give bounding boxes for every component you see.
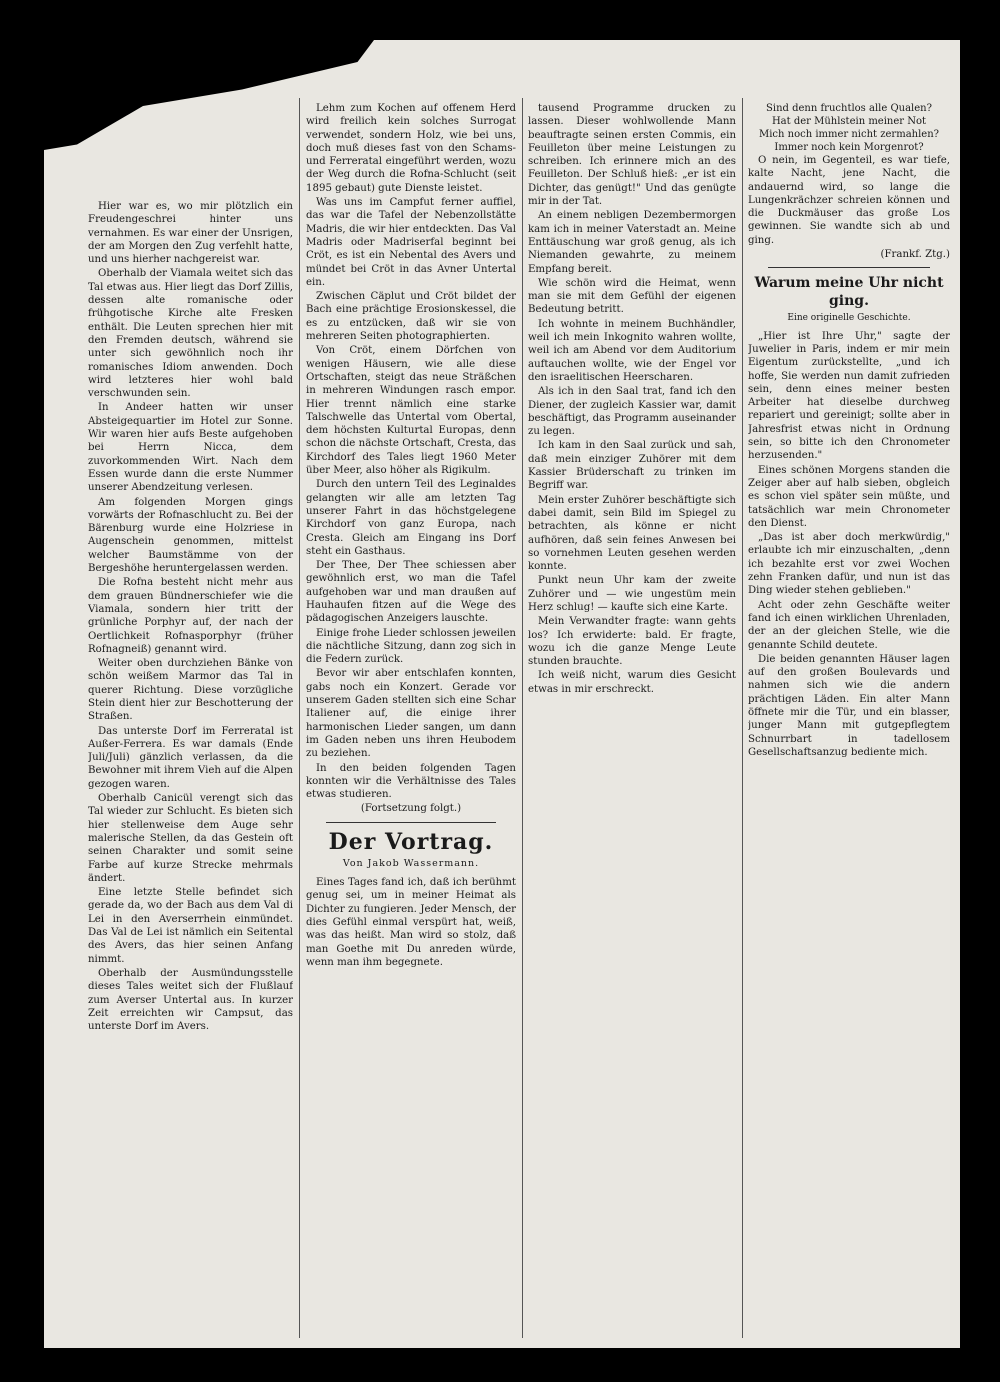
paragraph: In Andeer hatten wir unser Absteigequartier im Hotel zur Sonne. Wir waren hier aufs Beste aufgehoben bei Herrn Nicca, dem zuvorkommenden Wirt. Nach dem Essen wurde dann die erste Nummer unserer Abendzeitung verlesen.: [88, 402, 293, 494]
paragraph: Was uns im Campfut ferner auffiel, das war die Tafel der Nebenzollstätte Madris, die wir hier entdeckten. Das Val Madris oder Madriserfal beginnt bei Cröt, es ist ein Nebental des Avers und mündet bei Cröt in das Avner Untertal ein.: [306, 197, 516, 288]
separator: [326, 822, 496, 823]
poem-line: Immer noch kein Morgenrot?: [774, 142, 924, 153]
paragraph: Die Rofna besteht nicht mehr aus dem grauen Bündnerschiefer wie die Viamala, sondern hier tritt der grünliche Porphyr auf, der nach der Oertlichkeit Rofnasporphyr (früher Rofnagneiß) genannt wird.: [88, 577, 293, 655]
paragraph: Einige frohe Lieder schlossen jeweilen die nächtliche Sitzung, dann zog sich in die Federn zurück.: [306, 627, 516, 666]
paragraph: Oberhalb der Ausmündungsstelle dieses Tales weitet sich der Flußlauf zum Averser Untertal aus. In kurzer Zeit erreichten wir Campsut, das unterste Dorf im Avers.: [88, 967, 293, 1033]
paragraph: Die beiden genannten Häuser lagen auf den großen Boulevards und nahmen sich wie die andern prächtigen Läden. Ein alter Mann öffnete mir die Tür, und ein blasser, junger Mann mit gutgepflegtem Schnurrbart in tadellosem Gesellschaftsanzug bediente mich.: [748, 653, 950, 758]
paragraph: Ich weiß nicht, warum dies Gesicht etwas in mir erschreckt.: [528, 670, 736, 695]
paragraph: Mein Verwandter fragte: wann gehts los? Ich erwiderte: bald. Er fragte, wozu ich die ganze Menge Leute stunden brauchte.: [528, 616, 736, 668]
continued-note: (Fortsetzung folgt.): [360, 803, 462, 815]
paragraph: Lehm zum Kochen auf offenem Herd wird freilich kein solches Surrogat verwendet, sondern Holz, wie bei uns, doch muß dieses fast von den Schams- und Ferreratal eingeführt werden, wozu der Weg durch die Rofna-Schlucht (seit 1895 gebaut) gute Dienste leistet.: [306, 103, 516, 194]
paragraph: Weiter oben durchziehen Bänke von schön weißem Marmor das Tal in querer Richtung. Diese vorzügliche Stein dient hier zur Beschotterung der Straßen.: [88, 658, 293, 723]
column-rule: [742, 98, 743, 1338]
paragraph: Eines Tages fand ich, daß ich berühmt genug sei, um in meiner Heimat als Dichter zu fungieren. Jeder Mensch, der dies Gefühl einmal verspürt hat, weiß, was das heißt. Man wird so stolz, daß man Goethe mit Du anreden würde, wenn man ihm begegnete.: [306, 877, 516, 968]
newspaper-page: [44, 40, 960, 1348]
paragraph: Ich wohnte in meinem Buchhändler, weil ich mein Inkognito wahren wollte, weil ich am Abend vor dem Auditorium auftauchen wollte, wie der Engel vor den israelitischen Heerscharen.: [528, 318, 736, 383]
paragraph: Wie schön wird die Heimat, wenn man sie mit dem Gefühl der eigenen Bedeutung betritt.: [528, 277, 736, 316]
paragraph: Von Cröt, einem Dörfchen von wenigen Häusern, wie alle diese Ortschaften, steigt das neue Sträßchen in mehreren Windungen rasch empor. Hier trennt nämlich eine starke Talschwelle das Untertal vom Obertal, dem höchsten Kulturtal Europas, denn schon die nächste Ortschaft, Cresta, das Kirchdorf des Tales liegt 1960 Meter über Meer, also höher als Rigikulm.: [306, 345, 516, 477]
separator: [768, 267, 930, 268]
paragraph: Acht oder zehn Geschäfte weiter fand ich einen wirklichen Uhrenladen, der an der gleichen Stelle, wie die genannte Schild deutete.: [748, 599, 950, 651]
column-rule: [299, 98, 300, 1338]
poem-line: Mich noch immer nicht zermahlen?: [758, 129, 940, 140]
column-rule: [522, 98, 523, 1338]
column-4: [748, 102, 950, 1338]
paragraph: tausend Programme drucken zu lassen. Dieser wohlwollende Mann beauftragte seinen ersten Commis, ein Feuilleton über meine Leistungen zu schreiben. Ich erinnere mich an des Feuilleton. Der Schluß hieß: „er ist ein Dichter, das genügt!" Und das genügte mir in der Tat.: [528, 103, 736, 208]
article-byline: Von Jakob Wassermann.: [342, 857, 480, 869]
paragraph: Am folgenden Morgen gings vorwärts der Rofnaschlucht zu. Bei der Bärenburg wurde eine Holzriese in Augenschein genommen, mittelst welcher Baumstämme von der Bergeshöhe heruntergelassen werden.: [88, 496, 293, 575]
paragraph: Eine letzte Stelle befindet sich gerade da, wo der Bach aus dem Val di Lei in den Averserrhein einmündet. Das Val de Lei ist nämlich ein Seitental des Avers, das hier seinen Anfang nimmt.: [88, 887, 293, 965]
paragraph: In den beiden folgenden Tagen konnten wir die Verhältnisse des Tales etwas studieren.: [306, 762, 516, 801]
poem-line: Hat der Mühlstein meiner Not: [771, 116, 927, 127]
paragraph: Oberhalb Canicül verengt sich das Tal wieder zur Schlucht. Es bieten sich hier stellenweise dem Auge sehr malerische Stellen, da das Gestein oft seinen Charakter und somit seine Farbe auf kurze Strecke mehrmals ändert.: [88, 793, 293, 884]
paragraph: Bevor wir aber entschlafen konnten, gabs noch ein Konzert. Gerade vor unserem Gaden stellten sich eine Schar Italiener auf, die einige ihrer harmonischen Lieder sangen, um dann im Gaden neben uns ihren Heubodem zu beziehen.: [306, 668, 516, 760]
paragraph: Durch den untern Teil des Leginaldes gelangten wir alle am letzten Tag unserer Fahrt in das höchstgelegene Kirchdorf von ganz Europa, nach Cresta. Gleich am Eingang ins Dorf steht ein Gasthaus.: [306, 479, 516, 557]
article-title: Warum meine Uhr nicht ging.: [754, 275, 944, 310]
paragraph: Eines schönen Morgens standen die Zeiger aber auf halb sieben, obgleich es schon viel später sein müßte, und tatsächlich war mein Chronometer den Dienst.: [748, 464, 950, 529]
paragraph: Zwischen Cäplut und Cröt bildet der Bach eine prächtige Erosionskessel, die es zu entzücken, daß wir sie von mehreren Seiten photographierten.: [306, 291, 516, 343]
paragraph: „Das ist aber doch merkwürdig," erlaubte ich mir einzuschalten, „denn ich bezahlte erst vor zwei Wochen zehn Franken dafür, und nun ist das Ding wieder stehen geblieben.": [748, 532, 950, 597]
paragraph: Das unterste Dorf im Ferreratal ist Außer-Ferrera. Es war damals (Ende Juli/Juli) gänzlich verlassen, da die Bewohner mit ihrem Vieh auf die Alpen gezogen waren.: [88, 725, 293, 790]
column-3: [528, 102, 736, 1338]
paragraph: „Hier ist Ihre Uhr," sagte der Juwelier in Paris, indem er mir mein Eigentum zurückstellte, „und ich hoffe, Sie werden nun damit zufrieden sein, denn eines meiner besten Arbeiter hat dieselbe durchweg repariert und gereinigt; sollte aber in Jahresfrist etwas nicht in Ordnung sein, so bitte ich den Chronometer herzusenden.": [748, 330, 950, 462]
paragraph: Mein erster Zuhörer beschäftigte sich dabei damit, sein Bild im Spiegel zu betrachten, als könne er nicht aufhören, daß sein feines Anwesen bei so vornehmen Leuten gesehen werden konnte.: [528, 494, 736, 573]
paragraph: Ich kam in den Saal zurück und sah, daß mein einziger Zuhörer mit dem Kassier Brüderschaft zu trinken im Begriff war.: [528, 440, 736, 492]
paragraph: Der Thee, Der Thee schiessen aber gewöhnlich erst, wo man die Tafel aufgehoben war und man draußen auf Hauhaufen fitzen auf die Wege des pädagogischen Anzeigers lauschte.: [306, 560, 516, 625]
poem-line: Sind denn fruchtlos alle Qualen?: [766, 103, 932, 114]
source-note: (Frankf. Ztg.): [880, 249, 950, 261]
paragraph: An einem nebligen Dezembermorgen kam ich in meiner Vaterstadt an. Meine Enttäuschung war groß genug, als ich Niemanden gewahrte, zu meinem Empfang bereit.: [528, 210, 736, 275]
paragraph: Hier war es, wo mir plötzlich ein Freudengeschrei hinter uns vernahmen. Es war einer der Unsrigen, der am Morgen den Zug verfehlt hatte, und uns hierher nachgereist war.: [88, 201, 293, 266]
paragraph: O nein, im Gegenteil, es war tiefe, kalte Nacht, jene Nacht, die andauernd wird, so lange die Lungenkrächzer schreien können und die Duckmäuser das große Los gewinnen. Sie wandte sich ab und ging.: [748, 155, 950, 246]
article-title: Der Vortrag.: [328, 828, 494, 855]
paragraph: Punkt neun Uhr kam der zweite Zuhörer und — wie ungestüm mein Herz schlug! — kaufte sich eine Karte.: [528, 575, 736, 613]
column-1: [88, 200, 293, 1338]
poem: [748, 102, 950, 154]
paragraph: Als ich in den Saal trat, fand ich den Diener, der zugleich Kassier war, damit beschäftigt, das Programm auseinander zu legen.: [528, 386, 736, 438]
column-2: [306, 102, 516, 1338]
article-subtitle: Eine originelle Geschichte.: [787, 313, 911, 324]
paragraph: Oberhalb der Viamala weitet sich das Tal etwas aus. Hier liegt das Dorf Zillis, dessen alte romanische oder frühgotische Kirche alte Fresken enthält. Die Leuten sprechen hier mit den Fremden deutsch, während sie unter sich gewöhnlich noch ihr romanisches Idiom anwenden. Doch wird letzteres hier wohl bald verschwunden sein.: [88, 268, 293, 400]
